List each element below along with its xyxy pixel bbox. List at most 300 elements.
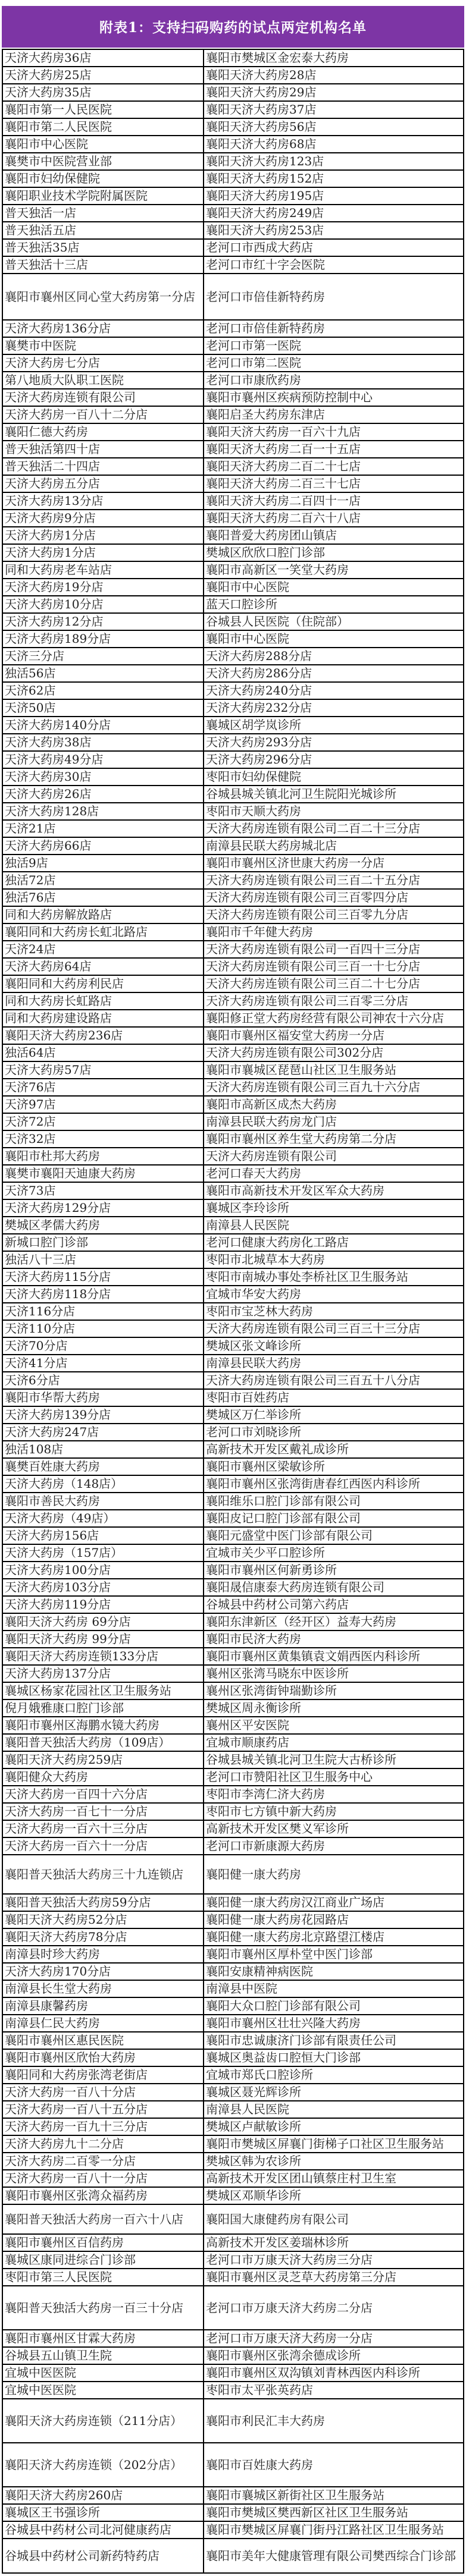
left-institution-cell: 天济大药房1分店 xyxy=(2,527,204,544)
table-row xyxy=(2,2382,464,2399)
left-institution-cell: 襄阳天济大药房 69分店 xyxy=(2,1613,204,1631)
left-institution-cell: 同和大药房解放路店 xyxy=(2,906,204,923)
table-row xyxy=(2,2504,464,2521)
table-row xyxy=(2,1096,464,1113)
table-row xyxy=(2,1355,464,1372)
left-institution-cell: 普天独活二十四店 xyxy=(2,458,204,475)
table-row xyxy=(2,1963,464,1980)
table-row xyxy=(2,975,464,992)
table-row xyxy=(2,1130,464,1148)
right-institution-cell: 天济大药房连锁有限公司三百零三分店 xyxy=(204,992,464,1010)
left-institution-cell: 天济大药房30店 xyxy=(2,768,204,786)
left-institution-cell: 天济大药房一百四十六分店 xyxy=(2,1786,204,1803)
right-institution-cell: 老河口健康大药房化工路店 xyxy=(204,1234,464,1251)
table-row xyxy=(2,118,464,136)
table-row xyxy=(2,2015,464,2032)
table-row xyxy=(2,1527,464,1544)
right-institution-cell: 老河口市第一医院 xyxy=(204,337,464,354)
right-institution-cell: 南漳县人民医院 xyxy=(204,1217,464,1234)
table-row xyxy=(2,1337,464,1355)
table-row xyxy=(2,1911,464,1928)
table-row xyxy=(2,274,464,320)
left-institution-cell: 同和大药房长虹路店 xyxy=(2,992,204,1010)
right-institution-cell: 襄阳市襄州区张湾余德成诊所 xyxy=(204,2347,464,2364)
table-row xyxy=(2,2153,464,2170)
right-institution-cell: 襄阳天济大药房68店 xyxy=(204,136,464,153)
left-institution-cell: 普天独活第四十店 xyxy=(2,441,204,458)
right-institution-cell: 襄阳市襄州区灵芝草大药房第三分店 xyxy=(204,2269,464,2286)
right-institution-cell: 老河口市万康天济大药房一分店 xyxy=(204,2330,464,2347)
left-institution-cell: 第八地质大队职工医院 xyxy=(2,372,204,389)
left-institution-cell: 谷城县中药材公司新药特药店 xyxy=(2,2539,204,2573)
left-institution-cell: 襄阳市第二人民医院 xyxy=(2,118,204,136)
right-institution-cell: 襄阳天济大药房56店 xyxy=(204,118,464,136)
right-institution-cell: 枣阳市北城草本大药房 xyxy=(204,1251,464,1268)
right-institution-cell: 襄阳天济大药房29店 xyxy=(204,84,464,101)
right-institution-cell: 宜城市郑氏口腔诊所 xyxy=(204,2066,464,2084)
table-row xyxy=(2,544,464,561)
left-institution-cell: 天济大药房64店 xyxy=(2,958,204,975)
table-row xyxy=(2,596,464,613)
left-institution-cell: 普天独活一店 xyxy=(2,205,204,222)
table-row xyxy=(2,153,464,170)
right-institution-cell: 老河口春天大药房 xyxy=(204,1165,464,1182)
left-institution-cell: 襄阳市襄州区张湾众福药房 xyxy=(2,2187,204,2204)
table-row xyxy=(2,1894,464,1911)
right-institution-cell: 南漳县中医院 xyxy=(204,1980,464,1997)
right-institution-cell: 南漳县民联大药房 xyxy=(204,1355,464,1372)
left-institution-cell: 襄城区康同进综合门诊部 xyxy=(2,2251,204,2269)
right-institution-cell: 天济大药房连锁有限公司三百二十七分店 xyxy=(204,975,464,992)
left-institution-cell: 天济大药房26店 xyxy=(2,786,204,803)
table-row xyxy=(2,1579,464,1596)
table-row xyxy=(2,613,464,630)
left-institution-cell: 襄阳天济大药房259店 xyxy=(2,1751,204,1768)
left-institution-cell: 天济大药房103分店 xyxy=(2,1579,204,1596)
right-institution-cell: 枣阳市太平张英药店 xyxy=(204,2382,464,2399)
right-institution-cell: 襄阳晟信康泰大药房连锁有限公司 xyxy=(204,1579,464,1596)
left-institution-cell: 襄阳同和大药房利民店 xyxy=(2,975,204,992)
table-row xyxy=(2,872,464,889)
table-row xyxy=(2,170,464,187)
table-row xyxy=(2,906,464,923)
table-row xyxy=(2,101,464,118)
table-row xyxy=(2,1424,464,1441)
table-row xyxy=(2,2487,464,2504)
right-institution-cell: 襄阳市百姓康大药房 xyxy=(204,2443,464,2487)
right-institution-cell: 襄阳天济大药房二百一十五店 xyxy=(204,441,464,458)
table-row xyxy=(2,630,464,648)
left-institution-cell: 天济大药房七分店 xyxy=(2,354,204,372)
right-institution-cell: 襄城区胡学岚诊所 xyxy=(204,717,464,734)
left-institution-cell: 天济70分店 xyxy=(2,1337,204,1355)
right-institution-cell: 襄阳市高新区一笑堂大药房 xyxy=(204,561,464,579)
left-institution-cell: 天济大药房12分店 xyxy=(2,613,204,630)
right-institution-cell: 蓝天口腔诊所 xyxy=(204,596,464,613)
left-institution-cell: 独活76店 xyxy=(2,889,204,906)
left-institution-cell: 独活64店 xyxy=(2,1044,204,1061)
right-institution-cell: 谷城县中药材公司第六药店 xyxy=(204,1596,464,1613)
table-row xyxy=(2,1441,464,1458)
table-row xyxy=(2,1027,464,1044)
table-row xyxy=(2,1803,464,1820)
left-institution-cell: 普天独活35店 xyxy=(2,239,204,256)
right-institution-cell: 老河口市赞阳社区卫生服务中心 xyxy=(204,1768,464,1786)
table-row xyxy=(2,1648,464,1665)
right-institution-cell: 襄阳市樊城区屏襄门街丹江路社区卫生服务站 xyxy=(204,2521,464,2539)
left-institution-cell: 襄阳天济大药房52分店 xyxy=(2,1911,204,1928)
right-institution-cell: 襄阳市中心医院 xyxy=(204,579,464,596)
left-institution-cell: 天济大药房66店 xyxy=(2,837,204,855)
left-institution-cell: 天济24店 xyxy=(2,941,204,958)
table-row xyxy=(2,1251,464,1268)
right-institution-cell: 襄阳天济大药房152店 xyxy=(204,170,464,187)
table-row xyxy=(2,1475,464,1493)
left-institution-cell: 天济大药房49分店 xyxy=(2,751,204,768)
right-institution-cell: 天济大药房连锁有限公司三百一十七分店 xyxy=(204,958,464,975)
table-row xyxy=(2,354,464,372)
table-row xyxy=(2,2286,464,2330)
left-institution-cell: 天济大药房19分店 xyxy=(2,579,204,596)
right-institution-cell: 老河口市西成大药店 xyxy=(204,239,464,256)
right-institution-cell: 襄阳天济大药房二百三十七店 xyxy=(204,475,464,492)
left-institution-cell: 襄阳市襄州区甘霖大药房 xyxy=(2,2330,204,2347)
table-row xyxy=(2,49,464,67)
table-row xyxy=(2,1199,464,1217)
left-institution-cell: 天济大药房129分店 xyxy=(2,1199,204,1217)
table-row xyxy=(2,1286,464,1303)
right-institution-cell: 天济大药房286分店 xyxy=(204,665,464,682)
right-institution-cell: 襄阳国大康健药房有限公司 xyxy=(204,2204,464,2234)
left-institution-cell: 襄阳天济大药房 99分店 xyxy=(2,1631,204,1648)
left-institution-cell: 襄阳同和大药房张湾老街店 xyxy=(2,2066,204,2084)
table-row xyxy=(2,1406,464,1424)
right-institution-cell: 天济大药房连锁有限公司 xyxy=(204,1148,464,1165)
table-row xyxy=(2,1268,464,1286)
right-institution-cell: 襄城区奥益齿口腔恒大门诊部 xyxy=(204,2049,464,2066)
left-institution-cell: 天济大药房189分店 xyxy=(2,630,204,648)
right-institution-cell: 襄阳市襄州区福安堂大药房一分店 xyxy=(204,1027,464,1044)
right-institution-cell: 南漳县民联大药房龙门店 xyxy=(204,1113,464,1130)
right-institution-cell: 襄阳天济大药房195店 xyxy=(204,187,464,205)
table-row xyxy=(2,820,464,837)
right-institution-cell: 天济大药房240分店 xyxy=(204,682,464,699)
right-institution-cell: 襄阳普爱大药房团山镇店 xyxy=(204,527,464,544)
right-institution-cell: 襄阳天济大药房253店 xyxy=(204,222,464,239)
left-institution-cell: 天济大药房36店 xyxy=(2,49,204,67)
right-institution-cell: 天济大药房连锁有限公司三百二十五分店 xyxy=(204,872,464,889)
left-institution-cell: 独活八十三店 xyxy=(2,1251,204,1268)
left-institution-cell: 襄樊市中医院营业部 xyxy=(2,153,204,170)
right-institution-cell: 襄阳市樊城区樊西新区社区卫生服务站 xyxy=(204,2504,464,2521)
right-institution-cell: 襄阳市襄州区济世康大药房一分店 xyxy=(204,855,464,872)
left-institution-cell: 倪月娥雅康口腔门诊部 xyxy=(2,1699,204,1717)
table-row xyxy=(2,1234,464,1251)
left-institution-cell: 襄阳同和大药房长虹北路店 xyxy=(2,923,204,941)
table-row xyxy=(2,1217,464,1234)
left-institution-cell: 襄阳健众大药房 xyxy=(2,1768,204,1786)
right-institution-cell: 襄阳市高新区成杰大药房 xyxy=(204,1096,464,1113)
left-institution-cell: 襄阳职业技术学院附属医院 xyxy=(2,187,204,205)
left-institution-cell: 襄阳普天独活大药房59分店 xyxy=(2,1894,204,1911)
table-row xyxy=(2,803,464,820)
left-institution-cell: 襄阳市妇幼保健院 xyxy=(2,170,204,187)
right-institution-cell: 高新技术开发区团山镇蔡庄村卫生室 xyxy=(204,2170,464,2187)
left-institution-cell: 天济大药房119分店 xyxy=(2,1596,204,1613)
right-institution-cell: 谷城县城关镇北河卫生院阳光城诊所 xyxy=(204,786,464,803)
table-row xyxy=(2,665,464,682)
left-institution-cell: 南漳县长生堂大药房 xyxy=(2,1980,204,1997)
right-institution-cell: 老河口市倍佳新特药房 xyxy=(204,320,464,337)
left-institution-cell: 襄阳市襄州区惠民医院 xyxy=(2,2032,204,2049)
left-institution-cell: 樊城区孝儒大药房 xyxy=(2,1217,204,1234)
table-row xyxy=(2,648,464,665)
left-institution-cell: 独活9店 xyxy=(2,855,204,872)
table-row xyxy=(2,475,464,492)
left-institution-cell: 天济大药房五分店 xyxy=(2,475,204,492)
table-row xyxy=(2,1510,464,1527)
right-institution-cell: 南漳县人民医院 xyxy=(204,2101,464,2118)
right-institution-cell: 樊城区万仁举诊所 xyxy=(204,1406,464,1424)
table-row xyxy=(2,1389,464,1406)
right-institution-cell: 宜城市华安大药房 xyxy=(204,1286,464,1303)
right-institution-cell: 襄阳市樊城区金宏泰大药房 xyxy=(204,49,464,67)
table-row xyxy=(2,510,464,527)
right-institution-cell: 襄阳天济大药房249店 xyxy=(204,205,464,222)
left-institution-cell: 襄城区王书强诊所 xyxy=(2,2504,204,2521)
left-institution-cell: 天济72店 xyxy=(2,1113,204,1130)
left-institution-cell: 天济110分店 xyxy=(2,1320,204,1337)
left-institution-cell: 襄阳市善民大药房 xyxy=(2,1493,204,1510)
table-row xyxy=(2,1665,464,1682)
right-institution-cell: 襄阳市襄州区疾病预防控制中心 xyxy=(204,389,464,406)
table-row xyxy=(2,1113,464,1130)
right-institution-cell: 襄阳东津新区（经开区）益寿大药房 xyxy=(204,1613,464,1631)
table-row xyxy=(2,699,464,717)
table-row xyxy=(2,561,464,579)
table-row xyxy=(2,717,464,734)
right-institution-cell: 襄阳市襄州区黄集镇袁文娟西医内科诊所 xyxy=(204,1648,464,1665)
left-institution-cell: 天济大药房一百七十一分店 xyxy=(2,1803,204,1820)
table-row xyxy=(2,187,464,205)
table-row xyxy=(2,2234,464,2251)
right-institution-cell: 襄阳市中心医院 xyxy=(204,630,464,648)
table-row xyxy=(2,1682,464,1699)
right-institution-cell: 襄阳市襄州区何新勇诊所 xyxy=(204,1562,464,1579)
table-row xyxy=(2,1079,464,1096)
table-row xyxy=(2,136,464,153)
left-institution-cell: 天济6分店 xyxy=(2,1372,204,1389)
table-row xyxy=(2,2135,464,2153)
right-institution-cell: 襄阳市襄城区琵琶山社区卫生服务站 xyxy=(204,1061,464,1079)
right-institution-cell: 南漳县民联大药房城北店 xyxy=(204,837,464,855)
table-row xyxy=(2,1320,464,1337)
left-institution-cell: 天济大药房57店 xyxy=(2,1061,204,1079)
right-institution-cell: 宜城市顺康药店 xyxy=(204,1734,464,1751)
left-institution-cell: 襄阳天济大药房78分店 xyxy=(2,1928,204,1946)
right-institution-cell: 天济大药房连锁有限公司三百零四分店 xyxy=(204,889,464,906)
right-institution-cell: 襄阳天济大药房二百二十七店 xyxy=(204,458,464,475)
right-institution-cell: 老河口市倍佳新特药房 xyxy=(204,274,464,320)
left-institution-cell: 天济大药房115分店 xyxy=(2,1268,204,1286)
table-row xyxy=(2,1544,464,1562)
table-row xyxy=(2,2330,464,2347)
right-institution-cell: 襄阳市襄城区新街社区卫生服务站 xyxy=(204,2487,464,2504)
right-institution-cell: 襄阳市襄州区张湾街唐春红西医内科诊所 xyxy=(204,1475,464,1493)
left-institution-cell: 襄阳市襄州区百信药房 xyxy=(2,2234,204,2251)
left-institution-cell: 襄阳天济大药房连锁（202分店） xyxy=(2,2443,204,2487)
right-institution-cell: 宜城市关少平口腔诊所 xyxy=(204,1544,464,1562)
left-institution-cell: 天济三分店 xyxy=(2,648,204,665)
right-institution-cell: 樊城区卢献敏诊所 xyxy=(204,2118,464,2135)
table-row xyxy=(2,67,464,84)
left-institution-cell: 天济97店 xyxy=(2,1096,204,1113)
left-institution-cell: 天济76店 xyxy=(2,1079,204,1096)
table-row xyxy=(2,1751,464,1768)
left-institution-cell: 天济116分店 xyxy=(2,1303,204,1320)
left-institution-cell: 天济大药房一百六十三分店 xyxy=(2,1820,204,1837)
left-institution-cell: 天济大药房128店 xyxy=(2,803,204,820)
left-institution-cell: 天济大药房156店 xyxy=(2,1527,204,1544)
left-institution-cell: 天济大药房（157店） xyxy=(2,1544,204,1562)
table-row xyxy=(2,2084,464,2101)
right-institution-cell: 襄阳天济大药房二百四十一店 xyxy=(204,492,464,510)
table-row xyxy=(2,923,464,941)
right-institution-cell: 襄阳元盛堂中医门诊部有限公司 xyxy=(204,1527,464,1544)
right-institution-cell: 襄阳维乐口腔门诊部有限公司 xyxy=(204,1493,464,1510)
left-institution-cell: 天济大药房9分店 xyxy=(2,510,204,527)
table-row xyxy=(2,1980,464,1997)
right-institution-cell: 老河口市第二医院 xyxy=(204,354,464,372)
right-institution-cell: 襄阳天济大药房一百六十九店 xyxy=(204,423,464,441)
table-row xyxy=(2,1165,464,1182)
right-institution-cell: 襄阳健一康大药房花园路店 xyxy=(204,1911,464,1928)
table-row xyxy=(2,1493,464,1510)
table-row xyxy=(2,2269,464,2286)
table-row xyxy=(2,2251,464,2269)
left-institution-cell: 襄阳市襄州区欣怡大药房 xyxy=(2,2049,204,2066)
right-institution-cell: 襄阳天济大药房二百六十八店 xyxy=(204,510,464,527)
right-institution-cell: 枣阳市宝芝林大药房 xyxy=(204,1303,464,1320)
right-institution-cell: 老河口市万康天济大药房三分店 xyxy=(204,2251,464,2269)
right-institution-cell: 樊城区邓顺华诊所 xyxy=(204,2187,464,2204)
table-row xyxy=(2,2187,464,2204)
right-institution-cell: 天济大药房连锁有限公司三百零九分店 xyxy=(204,906,464,923)
left-institution-cell: 同和大药房建设路店 xyxy=(2,1010,204,1027)
left-institution-cell: 独活108店 xyxy=(2,1441,204,1458)
right-institution-cell: 襄阳天济大药房123店 xyxy=(204,153,464,170)
right-institution-cell: 枣阳市妇幼保健院 xyxy=(204,768,464,786)
right-institution-cell: 天济大药房连锁有限公司三百五十八分店 xyxy=(204,1372,464,1389)
left-institution-cell: 新城口腔门诊部 xyxy=(2,1234,204,1251)
left-institution-cell: 天济大药房13分店 xyxy=(2,492,204,510)
right-institution-cell: 襄阳天济大药房28店 xyxy=(204,67,464,84)
table-row xyxy=(2,1562,464,1579)
table-row xyxy=(2,2118,464,2135)
table-row xyxy=(2,1928,464,1946)
table-row xyxy=(2,1837,464,1855)
table-row xyxy=(2,441,464,458)
table-row xyxy=(2,2032,464,2049)
left-institution-cell: 天济大药房25店 xyxy=(2,67,204,84)
left-institution-cell: 天济32店 xyxy=(2,1130,204,1148)
left-institution-cell: 南漳县时珍大药房 xyxy=(2,1946,204,1963)
right-institution-cell: 襄州区张湾马晓东中医诊所 xyxy=(204,1665,464,1682)
table-row xyxy=(2,1596,464,1613)
institutions-table xyxy=(2,49,464,2574)
right-institution-cell: 高新技术开发区姜瑞林诊所 xyxy=(204,2234,464,2251)
table-row xyxy=(2,256,464,274)
table-row xyxy=(2,492,464,510)
left-institution-cell: 谷城县五山镇卫生院 xyxy=(2,2347,204,2364)
right-institution-cell: 襄阳市樊城区屏襄门街梯子口社区卫生服务站 xyxy=(204,2135,464,2153)
table-row xyxy=(2,1717,464,1734)
left-institution-cell: 同和大药房老车站店 xyxy=(2,561,204,579)
table-row xyxy=(2,2347,464,2364)
table-row xyxy=(2,2170,464,2187)
left-institution-cell: 天济大药房一百六十一分店 xyxy=(2,1837,204,1855)
left-institution-cell: 襄樊市中医院 xyxy=(2,337,204,354)
left-institution-cell: 天济41分店 xyxy=(2,1355,204,1372)
right-institution-cell: 老河口市刘晓诊所 xyxy=(204,1424,464,1441)
left-institution-cell: 襄阳普天独活大药房三十九连锁店 xyxy=(2,1855,204,1894)
table-row xyxy=(2,1946,464,1963)
left-institution-cell: 天济21店 xyxy=(2,820,204,837)
left-institution-cell: 独活56店 xyxy=(2,665,204,682)
table-row xyxy=(2,958,464,975)
right-institution-cell: 襄阳天济大药房37店 xyxy=(204,101,464,118)
left-institution-cell: 襄樊百姓康大药房 xyxy=(2,1458,204,1475)
right-institution-cell: 襄阳安康精神病医院 xyxy=(204,1963,464,1980)
right-institution-cell: 樊城区欣欣口腔门诊部 xyxy=(204,544,464,561)
right-institution-cell: 襄阳大众口腔门诊部有限公司 xyxy=(204,1997,464,2015)
table-row xyxy=(2,992,464,1010)
table-row xyxy=(2,837,464,855)
right-institution-cell: 枣阳市南城办事处李桥社区卫生服务站 xyxy=(204,1268,464,1286)
right-institution-cell: 襄阳市襄州区双沟镇刘青林西医内科诊所 xyxy=(204,2364,464,2382)
right-institution-cell: 枣阳市李湾仁济大药房 xyxy=(204,1786,464,1803)
right-institution-cell: 天济大药房288分店 xyxy=(204,648,464,665)
table-row xyxy=(2,889,464,906)
right-institution-cell: 天济大药房293分店 xyxy=(204,734,464,751)
left-institution-cell: 天济大药房10分店 xyxy=(2,596,204,613)
left-institution-cell: 天济大药房一百九十三分店 xyxy=(2,2118,204,2135)
right-institution-cell: 天济大药房296分店 xyxy=(204,751,464,768)
table-row xyxy=(2,579,464,596)
left-institution-cell: 襄阳市中心医院 xyxy=(2,136,204,153)
table-row xyxy=(2,1786,464,1803)
table-row xyxy=(2,1010,464,1027)
left-institution-cell: 襄阳天济大药房连锁133分店 xyxy=(2,1648,204,1665)
right-institution-cell: 天济大药房连锁有限公司一百四十三分店 xyxy=(204,941,464,958)
right-institution-cell: 高新技术开发区戴礼成诊所 xyxy=(204,1441,464,1458)
left-institution-cell: 普天独活十三店 xyxy=(2,256,204,274)
left-institution-cell: 襄阳普天独活大药房（109店） xyxy=(2,1734,204,1751)
right-institution-cell: 襄阳市利民汇丰大药房 xyxy=(204,2399,464,2443)
left-institution-cell: 天济大药房1分店 xyxy=(2,544,204,561)
left-institution-cell: 天济大药房137分店 xyxy=(2,1665,204,1682)
left-institution-cell: 天济大药房（148店） xyxy=(2,1475,204,1493)
left-institution-cell: 天济大药房一百八十二分店 xyxy=(2,406,204,423)
left-institution-cell: 襄阳普天独活大药房一百三十分店 xyxy=(2,2286,204,2330)
right-institution-cell: 襄阳健一康大药房 xyxy=(204,1855,464,1894)
table-row xyxy=(2,1148,464,1165)
table-row xyxy=(2,2066,464,2084)
table-row xyxy=(2,458,464,475)
left-institution-cell: 天济大药房（49店） xyxy=(2,1510,204,1527)
right-institution-cell: 老河口市康欣药房 xyxy=(204,372,464,389)
table-row xyxy=(2,2364,464,2382)
